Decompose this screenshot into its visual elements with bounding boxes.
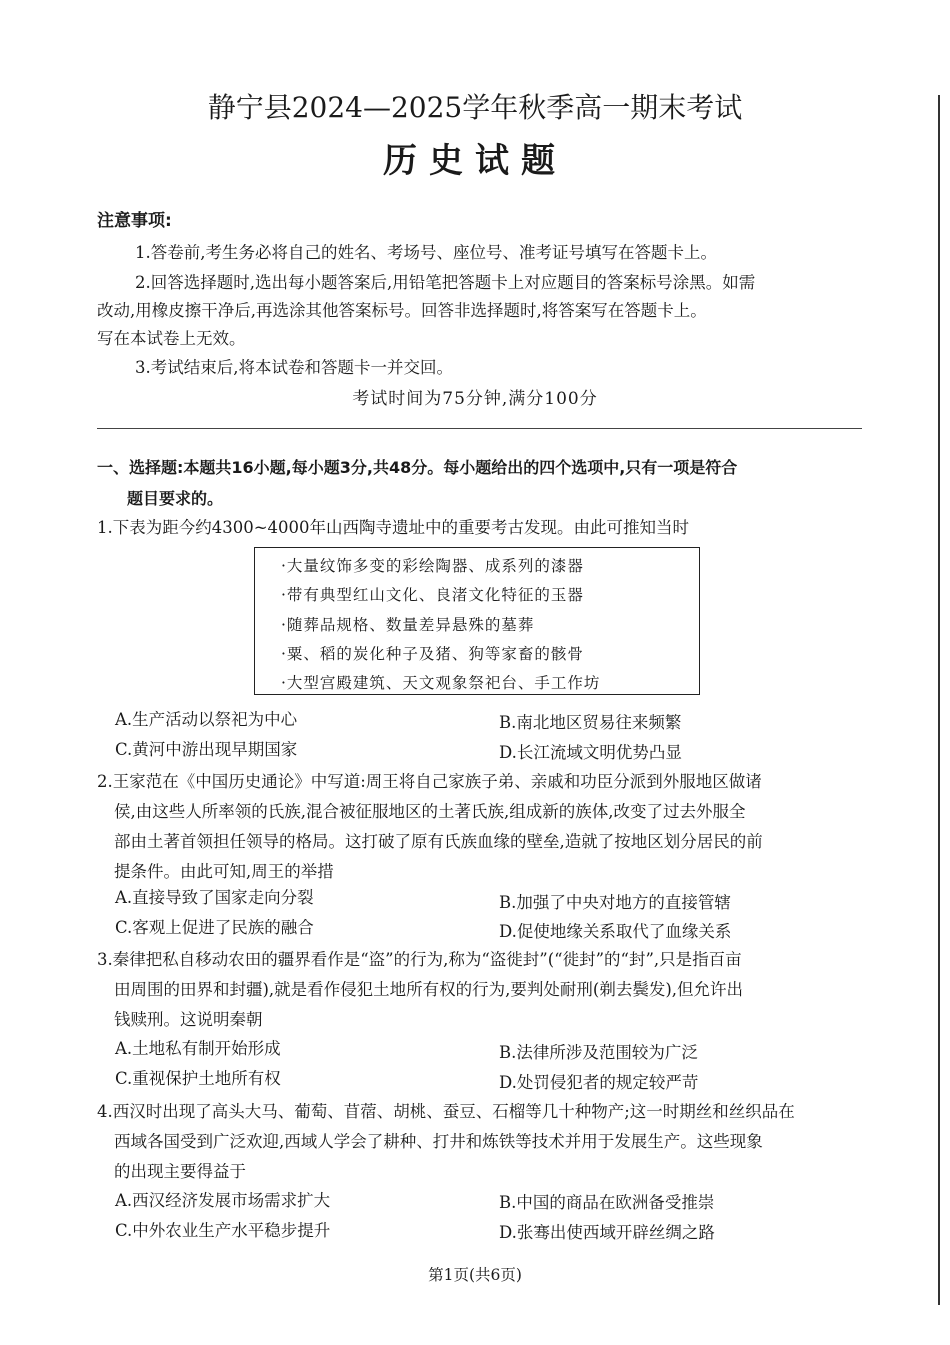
question-3-line: 3.秦律把私自移动农田的疆界看作是“盗”的行为,称为“盗徙封”(“徙封”的“封”,只是指百亩 — [97, 950, 742, 969]
question-2-line: 部由土著首领担任领导的格局。这打破了原有氏族血缘的壁垒,造就了按地区划分居民的前 — [114, 832, 763, 851]
evidence-item: ·大型宫殿建筑、天文观象祭祀台、手工作坊 — [281, 674, 601, 693]
page-footer: 第1页(共6页) — [428, 1266, 522, 1284]
page-edge-line — [938, 95, 940, 1305]
evidence-item: ·带有典型红山文化、良渚文化特征的玉器 — [281, 586, 584, 605]
exam-time-note: 考试时间为75分钟,满分100分 — [352, 389, 598, 409]
question-4-option-b: B.中国的商品在欧洲备受推崇 — [499, 1193, 715, 1212]
question-4-line: 的出现主要得益于 — [114, 1162, 246, 1181]
question-3-option-d: D.处罚侵犯者的规定较严苛 — [499, 1073, 699, 1092]
exam-title: 静宁县2024—2025学年秋季高一期末考试 — [207, 91, 743, 124]
evidence-item: ·粟、稻的炭化种子及猪、狗等家畜的骸骨 — [281, 644, 584, 663]
question-2-option-a: A.直接导致了国家走向分裂 — [115, 888, 314, 907]
question-4-option-d: D.张骞出使西域开辟丝绸之路 — [499, 1223, 715, 1242]
exam-subtitle: 历史试题 — [383, 141, 567, 181]
evidence-item: ·随葬品规格、数量差异悬殊的墓葬 — [281, 615, 535, 634]
evidence-item: ·大量纹饰多变的彩绘陶器、成系列的漆器 — [281, 557, 584, 575]
question-3-option-b: B.法律所涉及范围较为广泛 — [499, 1043, 698, 1062]
question-3-option-a: A.土地私有制开始形成 — [115, 1039, 281, 1058]
question-2-line: 提条件。由此可知,周王的举措 — [114, 862, 334, 881]
note-item-2-cont: 改动,用橡皮擦干净后,再选涂其他答案标号。回答非选择题时,将答案写在答题卡上。 — [97, 301, 707, 320]
note-item-2-end: 写在本试卷上无效。 — [97, 329, 246, 348]
question-4-option-a: A.西汉经济发展市场需求扩大 — [115, 1191, 331, 1210]
section-heading — [97, 452, 872, 514]
question-2-option-d: D.促使地缘关系取代了血缘关系 — [499, 922, 732, 941]
question-4-option-c: C.中外农业生产水平稳步提升 — [115, 1221, 331, 1240]
question-2-line: 侯,由这些人所率领的氏族,混合被征服地区的土著氏族,组成新的族体,改变了过去外服全 — [114, 802, 746, 821]
question-1-option-a: A.生产活动以祭祀为中心 — [115, 710, 298, 729]
question-1-option-d: D.长江流域文明优势凸显 — [499, 743, 682, 762]
question-2-line: 2.王家范在《中国历史通论》中写道:周王将自己家族子弟、亲戚和功臣分派到外服地区做诸 — [97, 772, 762, 791]
question-4-line: 西域各国受到广泛欢迎,西域人学会了耕种、打井和炼铁等技术并用于发展生产。这些现象 — [114, 1132, 763, 1151]
question-3-line: 田周围的田界和封疆),就是看作侵犯土地所有权的行为,要判处耐刑(剃去鬓发),但允许出 — [114, 980, 744, 999]
question-1-evidence-box — [254, 547, 700, 695]
note-item-3: 3.考试结束后,将本试卷和答题卡一并交回。 — [135, 358, 453, 377]
question-1-option-c: C.黄河中游出现早期国家 — [115, 740, 298, 759]
question-1-stem: 1.下表为距今约4300~4000年山西陶寺遗址中的重要考古发现。由此可推知当时 — [97, 518, 690, 537]
question-2-option-c: C.客观上促进了民族的融合 — [115, 918, 314, 937]
question-3-option-c: C.重视保护土地所有权 — [115, 1069, 281, 1088]
question-2-stem — [97, 767, 872, 887]
note-item-2: 2.回答选择题时,选出每小题答案后,用铅笔把答题卡上对应题目的答案标号涂黑。如需 — [135, 273, 756, 292]
question-3-line: 钱赎刑。这说明秦朝 — [114, 1010, 263, 1029]
note-item-1: 1.答卷前,考生务必将自己的姓名、考场号、座位号、准考证号填写在答题卡上。 — [135, 243, 717, 262]
question-1-option-b: B.南北地区贸易往来频繁 — [499, 713, 682, 732]
notes-heading: 注意事项: — [97, 211, 172, 231]
question-4-stem — [97, 1097, 872, 1187]
question-4-line: 4.西汉时出现了高头大马、葡萄、苜蓿、胡桃、蚕豆、石榴等几十种物产;这一时期丝和丝织品在 — [97, 1102, 795, 1121]
section-line-1: 一、选择题:本题共16小题,每小题3分,共48分。每小题给出的四个选项中,只有一项是符合 — [97, 458, 738, 477]
question-3-stem — [97, 945, 872, 1035]
divider-line — [97, 428, 862, 429]
section-line-2: 题目要求的。 — [127, 489, 224, 508]
question-2-option-b: B.加强了中央对地方的直接管辖 — [499, 893, 731, 912]
